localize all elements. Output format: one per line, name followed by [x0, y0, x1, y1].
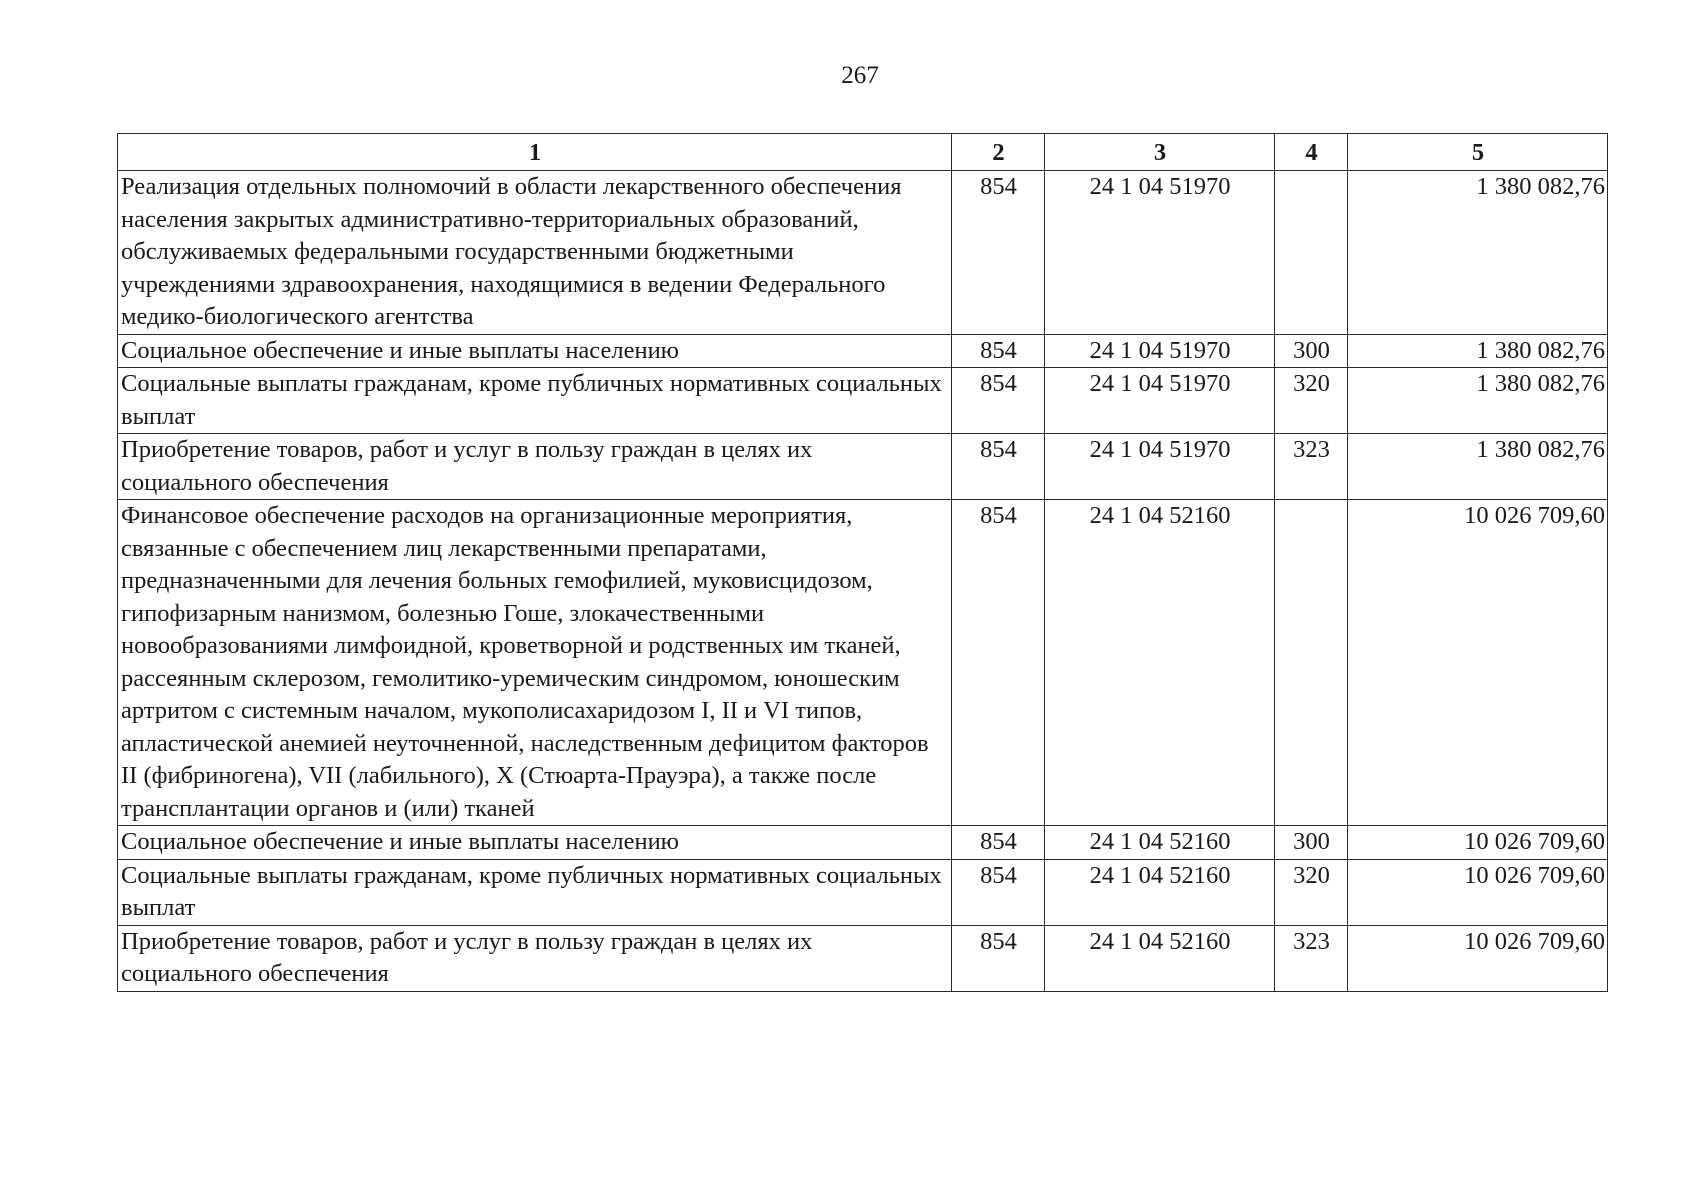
- row-ministry-code: 854: [952, 826, 1045, 860]
- row-expense-type: 323: [1275, 925, 1348, 991]
- header-row: [118, 134, 1608, 171]
- row-target-code: 24 1 04 51970: [1045, 334, 1275, 368]
- row-name: Социальное обеспечение и иные выплаты населению: [118, 334, 952, 368]
- table-row: [118, 368, 1608, 434]
- row-amount: 1 380 082,76: [1348, 368, 1608, 434]
- table-row: [118, 500, 1608, 826]
- row-name: Социальные выплаты гражданам, кроме публичных нормативных социальных выплат: [118, 859, 952, 925]
- page-number: 267: [841, 62, 879, 89]
- row-expense-type: [1275, 171, 1348, 335]
- row-name: Реализация отдельных полномочий в области лекарственного обеспечения населения закрытых административно-территориальных образований, обслуживаемых федеральными государственными бюджетными учреждениями здравоохранения, находящимися в ведении Федерального медико-биологического агентства: [118, 171, 952, 335]
- row-name: Социальное обеспечение и иные выплаты населению: [118, 826, 952, 860]
- row-expense-type: 320: [1275, 368, 1348, 434]
- row-target-code: 24 1 04 52160: [1045, 500, 1275, 826]
- column-header: 2: [952, 134, 1045, 171]
- row-ministry-code: 854: [952, 434, 1045, 500]
- row-amount: 10 026 709,60: [1348, 925, 1608, 991]
- column-header: 3: [1045, 134, 1275, 171]
- column-header: 4: [1275, 134, 1348, 171]
- row-ministry-code: 854: [952, 859, 1045, 925]
- table-row: [118, 826, 1608, 860]
- row-amount: 10 026 709,60: [1348, 500, 1608, 826]
- row-amount: 1 380 082,76: [1348, 434, 1608, 500]
- row-expense-type: 300: [1275, 826, 1348, 860]
- row-name: Приобретение товаров, работ и услуг в пользу граждан в целях их социального обеспечения: [118, 925, 952, 991]
- table-row: [118, 171, 1608, 335]
- row-ministry-code: 854: [952, 171, 1045, 335]
- row-target-code: 24 1 04 51970: [1045, 368, 1275, 434]
- row-ministry-code: 854: [952, 925, 1045, 991]
- row-amount: 1 380 082,76: [1348, 171, 1608, 335]
- column-header: 5: [1348, 134, 1608, 171]
- row-target-code: 24 1 04 52160: [1045, 925, 1275, 991]
- row-expense-type: 320: [1275, 859, 1348, 925]
- row-target-code: 24 1 04 51970: [1045, 434, 1275, 500]
- table-row: [118, 334, 1608, 368]
- row-name: Приобретение товаров, работ и услуг в пользу граждан в целях их социального обеспечения: [118, 434, 952, 500]
- table-row: [118, 925, 1608, 991]
- budget-table: [117, 133, 1608, 992]
- row-expense-type: 300: [1275, 334, 1348, 368]
- row-target-code: 24 1 04 52160: [1045, 859, 1275, 925]
- table-row: [118, 859, 1608, 925]
- column-header: 1: [118, 134, 952, 171]
- row-amount: 10 026 709,60: [1348, 859, 1608, 925]
- row-target-code: 24 1 04 52160: [1045, 826, 1275, 860]
- row-ministry-code: 854: [952, 334, 1045, 368]
- row-expense-type: 323: [1275, 434, 1348, 500]
- row-ministry-code: 854: [952, 368, 1045, 434]
- row-amount: 1 380 082,76: [1348, 334, 1608, 368]
- row-name: Социальные выплаты гражданам, кроме публичных нормативных социальных выплат: [118, 368, 952, 434]
- row-amount: 10 026 709,60: [1348, 826, 1608, 860]
- row-expense-type: [1275, 500, 1348, 826]
- row-target-code: 24 1 04 51970: [1045, 171, 1275, 335]
- row-ministry-code: 854: [952, 500, 1045, 826]
- row-name: Финансовое обеспечение расходов на организационные мероприятия, связанные с обеспечением лиц лекарственными препаратами, предназначенными для лечения больных гемофилией, муковисцидозом, гипофизарным нанизмом, болезнью Гоше, злокачественными новообразованиями лимфоидной, кроветворной и родственных им тканей, рассеянным склерозом, гемолитико-уремическим синдромом, юношеским артритом с системным началом, мукополисахаридозом I, II и VI типов, апластической анемией неуточненной, наследственным дефицитом факторов II (фибриногена), VII (лабильного), X (Стюарта-Прауэра), а также после трансплантации органов и (или) тканей: [118, 500, 952, 826]
- table-row: [118, 434, 1608, 500]
